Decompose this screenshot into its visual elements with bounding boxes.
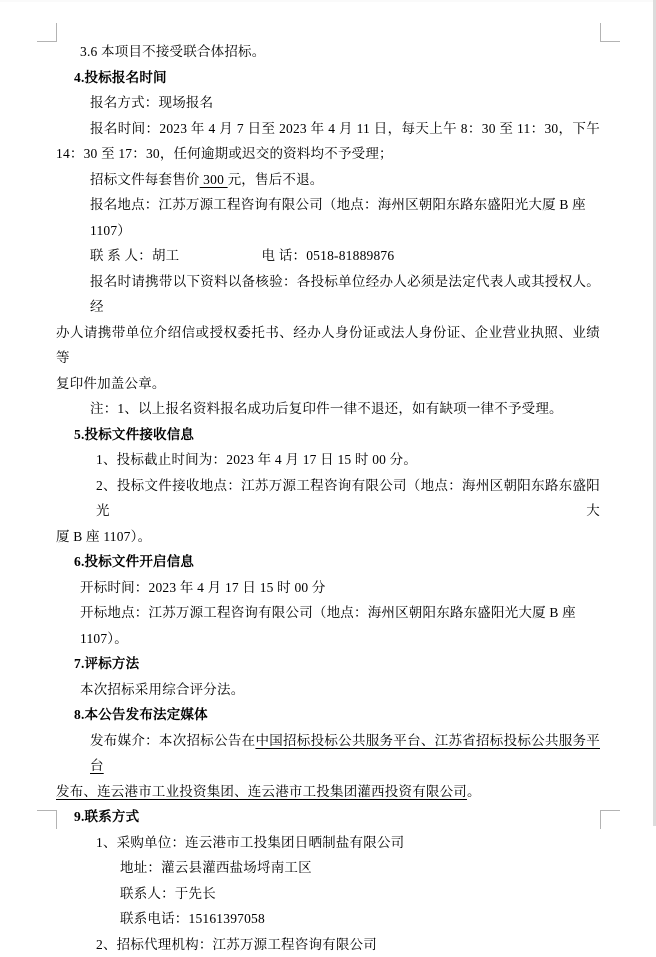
section-heading [74,65,600,91]
page-top-edge [0,0,656,2]
text-segment: 14：30 至 17：30，任何逾期或迟交的资料均不予受理； [56,146,393,161]
crop-mark-top-left [37,23,57,42]
text-line [56,524,600,550]
text-segment: 联 系 人：胡工 电 话：0518-81889876 [90,248,394,263]
text-line [90,396,600,422]
section-heading [74,422,600,448]
text-line [90,90,600,116]
text-segment: 联系电话：15161397058 [120,911,265,926]
text-line [120,881,600,907]
text-segment: 元，售后不退。 [228,172,324,187]
text-segment: 8.本公告发布法定媒体 [74,707,208,722]
text-segment: 报名时间：2023 年 4 月 7 日至 2023 年 4 月 11 日，每天上午 8：30 至 11：30，下午 [90,121,600,136]
text-line [80,600,600,651]
text-segment: 报名方式：现场报名 [90,95,213,110]
text-segment: 2、招标代理机构：江苏万源工程咨询有限公司 [96,937,377,952]
text-segment: 3.6 本项目不接受联合体招标。 [80,44,265,59]
underlined-text: 发布、连云港市工业投资集团、连云港市工投集团灌西投资有限公司 [56,784,467,799]
text-line [80,575,600,601]
section-heading [74,549,600,575]
text-line [56,371,600,397]
text-line [56,320,600,371]
text-segment: 4.投标报名时间 [74,70,167,85]
text-segment: 厦 B 座 1107）。 [56,529,151,544]
text-segment: 联系人：于先长 [120,886,216,901]
document-body [56,39,600,957]
text-line [90,116,600,142]
text-line [96,830,600,856]
text-line [90,192,600,243]
text-segment: 。 [467,784,481,799]
crop-mark-top-right [600,23,620,42]
text-line [120,855,600,881]
text-segment: 发布媒介：本次招标公告在 [90,733,255,748]
underlined-text: 300 [200,172,228,187]
text-segment: 办人请携带单位介绍信或授权委托书、经办人身份证或法人身份证、企业营业执照、业绩等 [56,325,600,366]
text-segment: 1、采购单位：连云港市工投集团日晒制盐有限公司 [96,835,404,850]
text-line [96,447,600,473]
text-line [96,932,600,957]
text-segment: 地址：灌云县灌西盐场埒南工区 [120,860,312,875]
text-segment: 本次招标采用综合评分法。 [80,682,244,697]
crop-mark-bottom-right [600,810,620,829]
text-segment: 复印件加盖公章。 [56,376,166,391]
section-heading [74,702,600,728]
text-segment: 注：1、以上报名资料报名成功后复印件一律不退还，如有缺项一律不予受理。 [90,401,563,416]
text-line [56,779,600,805]
text-line [90,243,600,269]
text-line [90,167,600,193]
text-line [90,728,600,779]
text-segment: 1、投标截止时间为：2023 年 4 月 17 日 15 时 00 分。 [96,452,417,467]
underlined-text: 中国招标投标公共服务平台、江苏省招标投标公共服务平台 [90,733,600,774]
crop-mark-bottom-left [37,810,57,829]
text-segment: 报名地点：江苏万源工程咨询有限公司（地点：海州区朝阳东路东盛阳光大厦 B 座 1107） [90,197,589,238]
text-line [80,39,600,65]
text-segment: 9.联系方式 [74,809,139,824]
text-segment: 5.投标文件接收信息 [74,427,194,442]
text-segment: 7.评标方法 [74,656,139,671]
text-segment: 2、投标文件接收地点：江苏万源工程咨询有限公司（地点：海州区朝阳东路东盛阳光大 [96,478,600,519]
text-line [80,677,600,703]
text-segment: 开标时间：2023 年 4 月 17 日 15 时 00 分 [80,580,326,595]
text-segment: 6.投标文件开启信息 [74,554,194,569]
text-line [90,269,600,320]
text-line [96,473,600,524]
text-line [120,906,600,932]
text-segment: 开标地点：江苏万源工程咨询有限公司（地点：海州区朝阳东路东盛阳光大厦 B 座 1107）。 [80,605,579,646]
section-heading [74,804,600,830]
text-segment: 招标文件每套售价 [90,172,200,187]
text-line [56,141,600,167]
text-segment: 报名时请携带以下资料以备核验：各投标单位经办人必须是法定代表人或其授权人。经 [90,274,600,315]
section-heading [74,651,600,677]
